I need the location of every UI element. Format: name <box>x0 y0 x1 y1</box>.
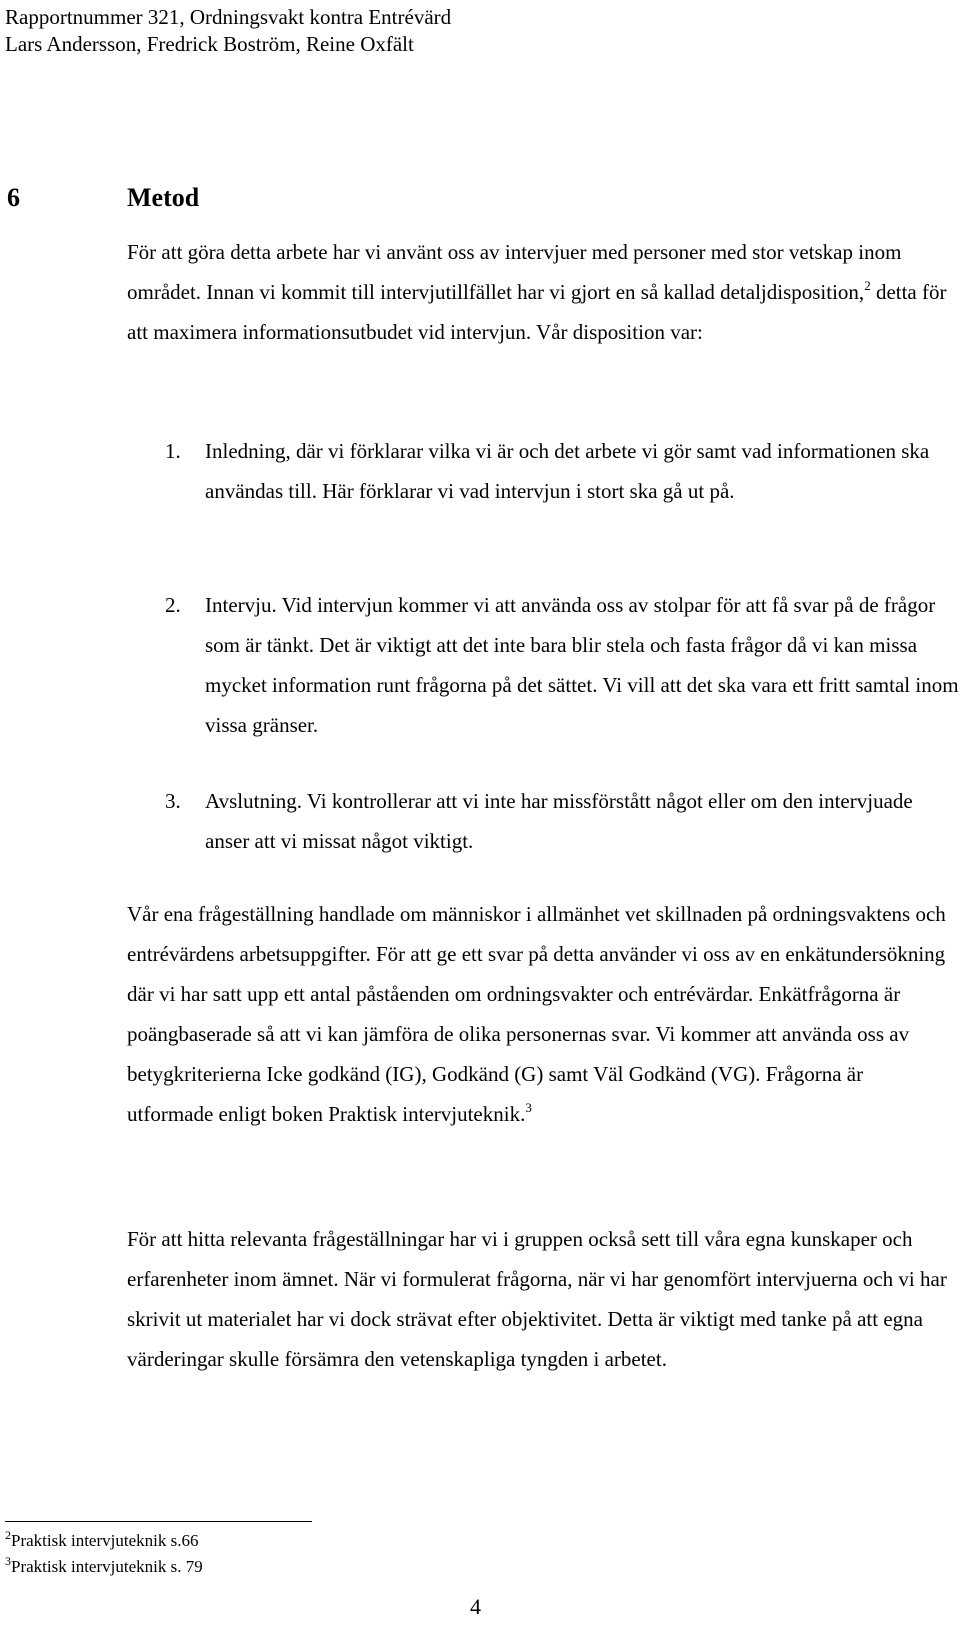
footnote-2 <box>5 1529 198 1553</box>
footnote-ref-2: 2 <box>864 278 871 293</box>
list-item-number: 3. <box>165 789 181 813</box>
list-item-text: Avslutning. Vi kontrollerar att vi inte har missförstått något eller om den intervjuade anser att vi missat något viktigt. <box>205 789 913 853</box>
list-item-text: Intervju. Vid intervjun kommer vi att använda oss av stolpar för att få svar på de frågor som är tänkt. Det är viktigt att det inte bara blir stela och fasta frågor då vi kan missa mycket information runt frågorna på det sättet. Vi vill att det ska vara ett fritt samtal inom vissa gränser. <box>205 593 959 737</box>
intro-paragraph <box>127 232 947 352</box>
footnote-number: 2 <box>5 1528 11 1542</box>
chapter-title: Metod <box>127 183 200 212</box>
footnote-divider <box>5 1521 312 1522</box>
footnote-text: Praktisk intervjuteknik s.66 <box>11 1531 199 1550</box>
page-header <box>5 4 451 58</box>
footnote-text: Praktisk intervjuteknik s. 79 <box>11 1557 203 1576</box>
list-item-number: 2. <box>165 593 181 617</box>
header-authors: Lars Andersson, Fredrick Boström, Reine Oxfält <box>5 32 414 56</box>
list-item <box>165 431 960 511</box>
survey-text: Vår ena frågeställning handlade om människor i allmänhet vet skillnaden på ordningsvaktens och entrévärdens arbetsuppgifter. För att ge ett svar på detta använder vi oss av en enkätundersökning där vi har satt upp ett antal påståenden om ordningsvakter och entrévärdar. Enkätfrågorna är poängbaserade så att vi kan jämföra de olika personernas svar. Vi kommer att använda oss av betygkriterierna Icke godkänd (IG), Godkänd (G) samt Väl Godkänd (VG). Frågorna är utformade enligt boken Praktisk intervjuteknik. <box>127 902 946 1126</box>
chapter-number: 6 <box>7 183 20 212</box>
list-item <box>165 585 960 745</box>
list-item-text: Inledning, där vi förklarar vilka vi är och det arbete vi gör samt vad informationen ska användas till. Här förklarar vi vad intervjun i stort ska gå ut på. <box>205 439 930 503</box>
footnote-ref-3: 3 <box>525 1100 532 1115</box>
objectivity-paragraph: För att hitta relevanta frågeställningar har vi i gruppen också sett till våra egna kunskaper och erfarenheter inom ämnet. När vi formulerat frågorna, när vi har genomfört intervjuerna och vi har skrivit ut materialet har vi dock strävat efter objektivitet. Detta är viktigt med tanke på att egna värderingar skulle försämra den vetenskapliga tyngden i arbetet. <box>127 1227 947 1371</box>
header-report-title: Rapportnummer 321, Ordningsvakt kontra Entrévärd <box>5 5 452 29</box>
intro-text: För att göra detta arbete har vi använt oss av intervjuer med personer med stor vetskap inom området. Innan vi kommit till intervjutillfället har vi gjort en så kallad detaljdisposition, <box>127 240 902 304</box>
page-number: 4 <box>470 1594 481 1619</box>
list-item <box>165 781 960 861</box>
footnote-3 <box>5 1555 203 1579</box>
intro-text-continued: detta för att maximera informationsutbudet vid intervjun. Vår disposition var: <box>127 280 947 344</box>
survey-paragraph <box>127 894 947 1134</box>
footnote-number: 3 <box>5 1554 11 1568</box>
list-item-number: 1. <box>165 439 181 463</box>
